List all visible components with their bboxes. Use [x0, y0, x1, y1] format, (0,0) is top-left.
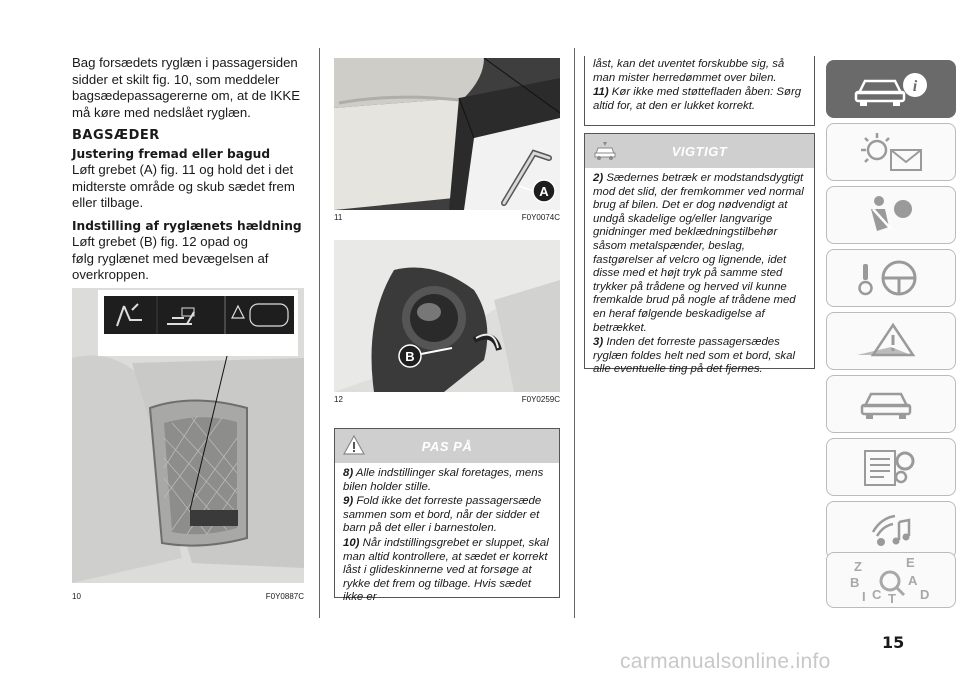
important-box: [584, 133, 815, 376]
seat-lever-a-illustration: [334, 58, 560, 210]
index-letter: B: [850, 575, 860, 590]
note-item: [593, 172, 806, 335]
car-info-icon: [851, 69, 931, 109]
tab-lights-messages[interactable]: [826, 123, 956, 181]
important-header: [585, 134, 814, 168]
car-repair-icon: [593, 140, 617, 160]
subheading-forward-back: Justering fremad eller bagud: [72, 147, 271, 161]
figure-10-caption: [72, 592, 304, 601]
note-number: 11): [593, 86, 609, 99]
note-text: Sædernes betræk er modstandsdygtigt mod det slid, der fremkommer ved normal brug af bilen. Det er dog nødvendigt at undgå skadelige og/eller langvarige gnidninger med beklædningstilbehør såsom metalspænder, beslag, fastgørelser af velcro og lignende, idet disse med et højt tryk på samme sted trykker på trådene og herved vil kunne fremkalde brud på nogle af trådene med en heraf følgende beskadigelse af betrækket.: [593, 172, 804, 334]
paragraph-backrest: Løft grebet (B) fig. 12 opad og følg ryglænet med bevægelsen af overkroppen.: [72, 234, 269, 283]
note-item: [343, 537, 551, 605]
important-notes: [585, 168, 814, 384]
figure-12-caption: [334, 395, 560, 404]
multimedia-icon: [851, 508, 931, 552]
paragraph-forward-back: Løft grebet (A) fig. 11 og hold det i det midterste område og skub sædet frem eller tilbage.: [72, 162, 295, 211]
section-title: BAGSÆDER: [72, 128, 160, 143]
seat-lever-b-illustration: [334, 240, 560, 392]
tab-safety[interactable]: [826, 186, 956, 244]
important-title: VIGTIGT: [671, 143, 728, 159]
note-number: 9): [343, 495, 354, 508]
lights-message-icon: [851, 130, 931, 174]
note-item: [593, 336, 806, 377]
note-text: Inden det forreste passagersædes ryglæn foldes helt ned som et bord, skal alle eventuelle ting på det fjernes.: [593, 336, 795, 376]
note-number: 10): [343, 536, 360, 549]
wheel-start-icon: [851, 256, 931, 300]
tab-specifications[interactable]: [826, 438, 956, 496]
note-text: Kør ikke med støttefladen åben: Sørg altid for, at den er lukket korrekt.: [593, 86, 802, 112]
index-letter: Z: [854, 559, 862, 574]
svg-text:i: i: [912, 78, 918, 95]
page-number: 15: [882, 633, 905, 652]
caution-box: [334, 428, 560, 604]
note-number: 3): [593, 336, 604, 349]
figure-12-code: F0Y0259C: [521, 395, 560, 404]
warning-road-icon: [851, 319, 931, 363]
maintenance-specs-icon: [851, 445, 931, 489]
note-item: [343, 495, 551, 536]
note-number: 8): [343, 467, 354, 479]
tab-car-service[interactable]: [826, 375, 956, 433]
tab-car-info[interactable]: [826, 60, 956, 118]
index-letter: D: [920, 587, 930, 602]
index-letter: I: [862, 589, 866, 604]
figure-11-caption: [334, 213, 560, 222]
caution-title: PAS PÅ: [421, 438, 473, 454]
tab-starting-driving[interactable]: [826, 249, 956, 307]
callout-b: B: [405, 349, 415, 364]
tab-emergency[interactable]: [826, 312, 956, 370]
rear-seat-label-illustration: [72, 288, 304, 583]
watermark: carmanualsonline.info: [620, 650, 831, 673]
figure-11-number: 11: [334, 213, 343, 222]
car-emergency-icon: [851, 382, 931, 426]
caution-header: [335, 429, 559, 463]
caution-continued-box: [584, 56, 815, 126]
note-text: Alle indstillinger skal foretages, mens bilen holder stille.: [343, 467, 544, 493]
figure-10: [72, 288, 304, 583]
caution-notes: [335, 463, 559, 612]
note-text: Når indstillingsgrebet er sluppet, skal man altid kontrollere, at sædet er korrekt låst i glideskinnerne ved at forsøge at rykke det frem og tilbage. Hvis sædet ikke er: [343, 536, 549, 604]
caution-continued-notes: [585, 56, 814, 120]
note-continued-text: låst, kan det uventet forskubbe sig, så man mister herredømmet over bilen.: [593, 58, 785, 84]
figure-12: [334, 240, 560, 392]
index-letter: C: [872, 587, 882, 602]
index-letter: A: [908, 573, 918, 588]
note-text: Fold ikke det forreste passagersæde sammen som et bord, når der sidder et barn på det eller i barnestolen.: [343, 495, 542, 535]
figure-10-code: F0Y0887C: [265, 592, 304, 601]
note-number: 2): [593, 172, 604, 184]
figure-12-number: 12: [334, 395, 343, 404]
figure-10-number: 10: [72, 592, 81, 601]
note-item: [343, 467, 551, 494]
intro-paragraph: Bag forsædets ryglæn i passagersiden sidder et skilt fig. 10, som meddeler bagsædepassagererne om, at de IKKE må køre med nedslået ryglæn.: [72, 55, 300, 120]
column-divider: [319, 48, 320, 618]
warning-triangle-icon: [343, 435, 365, 455]
subheading-backrest: Indstilling af ryglænets hældning: [72, 219, 302, 233]
index-letter: E: [906, 555, 915, 570]
note-item: [593, 86, 806, 113]
column-divider: [574, 48, 575, 618]
index-letter: T: [888, 591, 896, 605]
index-icon: [846, 555, 936, 605]
tab-index[interactable]: [826, 552, 956, 608]
figure-11-code: F0Y0074C: [521, 213, 560, 222]
airbag-safety-icon: [851, 193, 931, 237]
tab-multimedia[interactable]: [826, 501, 956, 559]
figure-11: [334, 58, 560, 210]
callout-a: A: [539, 184, 549, 199]
